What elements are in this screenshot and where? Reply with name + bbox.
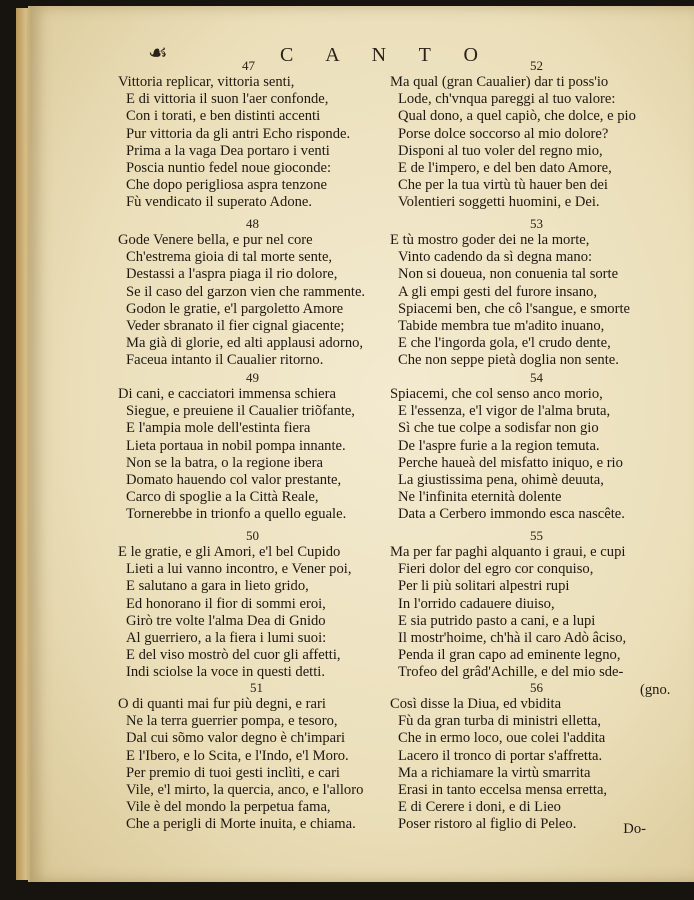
verse-line: Data a Cerbero immondo esca nascête. [398, 506, 625, 523]
verse-line: Fù da gran turba di ministri elletta, [398, 713, 602, 730]
verse-line: La giustissima pena, ohimè deuuta, [398, 472, 604, 489]
verse-line: E tù mostro goder dei ne la morte, [390, 232, 590, 248]
verse-line: E che l'ingorda gola, e'l crudo dente, [398, 335, 611, 352]
verse-line: Così disse la Diua, ed vbidita [390, 696, 562, 712]
verse-line: O di quanti mai fur più degni, e rari [118, 696, 326, 712]
verse-line: Che in ermo loco, oue colei l'addita [398, 730, 606, 747]
verse-line: E salutano a gara in lieto grido, [126, 578, 309, 595]
verse-line: Dal cui sõmo valor degno è ch'impari [126, 730, 346, 747]
stanza-number: 50 [246, 528, 259, 543]
stanza [390, 696, 607, 834]
stanza-number: 48 [246, 216, 259, 231]
verse-line: Che per la tua virtù tù hauer ben dei [398, 177, 608, 194]
verse-line: Qual dono, a quel capiò, che dolce, e pio [398, 108, 636, 125]
verse-line: Per premio di tuoi gesti inclìti, e cari [126, 764, 340, 781]
verse-line: Fù vendicato il superato Adone. [126, 194, 313, 211]
verse-line: E sia putrido pasto a cani, e a lupi [398, 612, 596, 629]
verse-line: Che non seppe pietà doglia non sente. [398, 352, 619, 369]
verse-line: Perche haueà del misfatto iniquo, e rio [398, 454, 623, 471]
verse-line: Vinto cadendo da sì degna mano: [398, 249, 593, 266]
verse-line: E di Cerere i doni, e di Lieo [398, 799, 561, 816]
verse-line: Veder sbranato il fier cignal giacente; [126, 318, 345, 335]
verse-line: Fieri dolor del egro cor conquiso, [398, 561, 594, 578]
verse-line: Sì che tue colpe a sodisfar non gio [398, 420, 599, 437]
verse-line: E di vittoria il suon l'aer confonde, [126, 91, 329, 108]
verse-line: E l'Ibero, e lo Scita, e l'Indo, e'l Moro. [126, 747, 349, 764]
verse-line: Penda il gran capo ad eminente legno, [398, 647, 621, 664]
verse-line: E l'ampia mole dell'estinta fiera [126, 420, 311, 437]
verse-line: Trofeo del grâd'Achille, e del mio sde- [398, 664, 624, 681]
verse-line: Non se la batra, o la regione ibera [126, 454, 323, 471]
verse-line: E l'essenza, e'l vigor de l'alma bruta, [398, 403, 611, 420]
verse-line: Lode, ch'vnqua pareggi al tuo valore: [398, 91, 616, 108]
verse-line: Porse dolce soccorso al mio dolore? [398, 125, 609, 142]
verse-line: Siegue, e preuiene il Caualier triõfante, [126, 403, 355, 420]
verse-line: Il mostr'hoime, ch'hà il caro Adò âciso, [398, 630, 627, 647]
verse-line: Ne l'infinita eternità dolente [398, 489, 562, 506]
stanza-number: 51 [250, 680, 263, 695]
verse-line: Per li più solitari alpestri rupi [398, 578, 570, 595]
verse-line: Spiacemi, che col senso anco morio, [390, 386, 603, 402]
verse-line: Lieti a lui vanno incontro, e Vener poi, [126, 561, 352, 578]
verse-line: Tornerebbe in trionfo a quello eguale. [126, 506, 347, 523]
verse-line: E del viso mostrò del cuor gli affetti, [126, 647, 341, 664]
verse-line: Ed honorano il fior di sommi eroi, [126, 595, 326, 612]
verse-line: Gode Venere bella, e pur nel core [118, 232, 313, 248]
verse-line: Girò tre volte l'alma Dea di Gnido [126, 612, 326, 629]
verse-line: Al guerriero, a la fiera i lumi suoi: [126, 630, 327, 647]
verse-line: A gli empi gesti del furore insano, [398, 283, 598, 300]
verse-line: Ne la terra guerrier pompa, e tesoro, [126, 713, 338, 730]
verse-line: Prima a la vaga Dea portaro i venti [126, 142, 330, 159]
stanza [118, 74, 350, 212]
stanza [118, 696, 363, 834]
verse-line: E le gratie, e gli Amori, e'l bel Cupido [118, 544, 341, 560]
verse-line: Poser ristoro al figlio di Peleo. [398, 816, 577, 833]
verse-line: (gno. [640, 681, 671, 698]
stanza [118, 544, 351, 682]
verse-line: De l'aspre furie a la region temuta. [398, 437, 600, 454]
verse-line: Vittoria replicar, vittoria senti, [118, 74, 295, 90]
stanza-number: 53 [530, 216, 543, 231]
verse-line: Destassi a l'aspra piaga il rio dolore, [126, 266, 338, 283]
verse-line: In l'orrido cadauere diuiso, [398, 595, 555, 612]
verse-line: Che dopo perigliosa aspra tenzone [126, 177, 328, 194]
verse-line: Godon le gratie, e'l pargoletto Amore [126, 300, 344, 317]
verse-line: Vile, e'l mirto, la quercia, anco, e l'alloro [126, 782, 364, 799]
verse-line: Ch'estrema gioia di tal morte sente, [126, 249, 333, 266]
verse-line: Che a perigli di Morte inuita, e chiama. [126, 816, 356, 833]
stanza [118, 386, 355, 524]
running-title: C A N T O [280, 44, 492, 66]
verse-line: Spiacemi ben, che cô l'sangue, e smorte [398, 300, 630, 317]
stanza-number: 47 [242, 58, 255, 73]
verse-line: Ma qual (gran Caualier) dar ti poss'io [390, 74, 609, 90]
verse-line: Volentieri soggetti huomini, e Dei. [398, 194, 600, 211]
verse-line: Pur vittoria da gli antri Echo risponde. [126, 125, 351, 142]
verse-line: Indi sciolse la voce in questi detti. [126, 664, 325, 681]
stanza-number: 49 [246, 370, 259, 385]
verse-line: Carco di spoglie a la Città Reale, [126, 489, 319, 506]
verse-line: Ma già di glorie, ed alti applausi adorno, [126, 335, 364, 352]
stanza-number: 55 [530, 528, 543, 543]
verse-line: Faceua intanto il Caualier ritorno. [126, 352, 324, 369]
verse-line: Con i torati, e ben distinti accenti [126, 108, 321, 125]
stanza [390, 544, 670, 699]
stanza [390, 232, 630, 370]
verse-line: Ma per far paghi alquanto i graui, e cupi [390, 544, 626, 560]
verse-line: Se il caso del garzon vien che rammente. [126, 283, 366, 300]
verse-line: E de l'impero, e del ben dato Amore, [398, 160, 612, 177]
verse-line: Domato hauendo col valor prestante, [126, 472, 342, 489]
verse-line: Erasi in tanto eccelsa mensa erretta, [398, 782, 608, 799]
stanza-number: 54 [530, 370, 543, 385]
verse-line: Lieta portaua in nobil pompa innante. [126, 437, 346, 454]
catchword: Do- [623, 821, 646, 837]
verse-line: Poscia nuntio fedel noue gioconde: [126, 160, 332, 177]
header-ornament: ☙ [148, 40, 168, 65]
stanza [390, 74, 636, 212]
verse-line: Disponi al tuo voler del regno mio, [398, 142, 603, 159]
stanza-number: 56 [530, 680, 543, 695]
verse-line: Ma a richiamare la virtù smarrita [398, 764, 591, 781]
stanza [118, 232, 365, 370]
stanza-number: 52 [530, 58, 543, 73]
verse-line: Di cani, e cacciatori immensa schiera [118, 386, 336, 402]
verse-line: Tabide membra tue m'adito inuano, [398, 318, 605, 335]
stanza [390, 386, 625, 524]
verse-line: Lacero il tronco di portar s'affretta. [398, 747, 603, 764]
verse-line: Non si doueua, non conuenia tal sorte [398, 266, 619, 283]
verse-line: Vile è del mondo la perpetua fama, [126, 799, 331, 816]
